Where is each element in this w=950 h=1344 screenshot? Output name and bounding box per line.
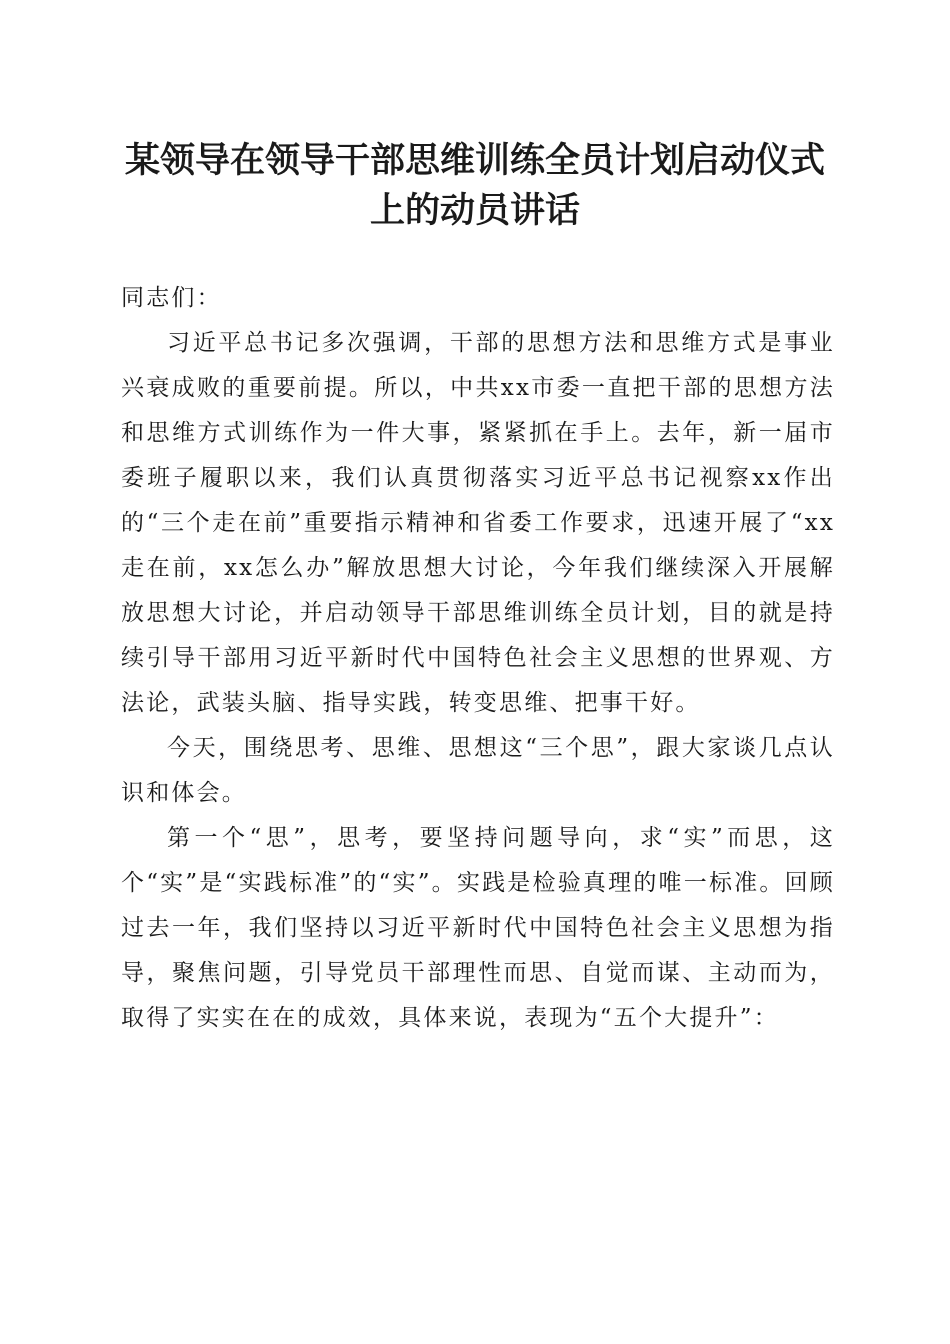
paragraph: 今天，围绕思考、思维、思想这“三个思”，跟大家谈几点认识和体会。 <box>121 735 835 806</box>
title-line-2: 上的动员讲话 <box>369 190 580 231</box>
document-body <box>121 276 835 1041</box>
paragraph: 第一个“思”，思考，要坚持问题导向，求“实”而思，这个“实”是“实践标准”的“实”。实践是检验真理的唯一标准。回顾过去一年，我们坚持以习近平新时代中国特色社会主义思想为指导，聚焦问题，引导党员干部理性而思、自觉而谋、主动而为，取得了实实在在的成效，具体来说，表现为“五个大提升”： <box>121 825 835 1031</box>
paragraph: 习近平总书记多次强调，干部的思想方法和思维方式是事业兴衰成败的重要前提。所以，中共xx市委一直把干部的思想方法和思维方式训练作为一件大事，紧紧抓在手上。去年，新一届市委班子履职以来，我们认真贯彻落实习近平总书记视察xx作出的“三个走在前”重要指示精神和省委工作要求，迅速开展了“xx走在前，xx怎么办”解放思想大讨论，今年我们继续深入开展解放思想大讨论，并启动领导干部思维训练全员计划，目的就是持续引导干部用习近平新时代中国特色社会主义思想的世界观、方法论，武装头脑、指导实践，转变思维、把事干好。 <box>121 330 835 716</box>
title-line-1: 某领导在领导干部思维训练全员计划启动仪式 <box>124 140 825 181</box>
document-title <box>100 136 850 236</box>
salutation: 同志们： <box>121 285 222 311</box>
